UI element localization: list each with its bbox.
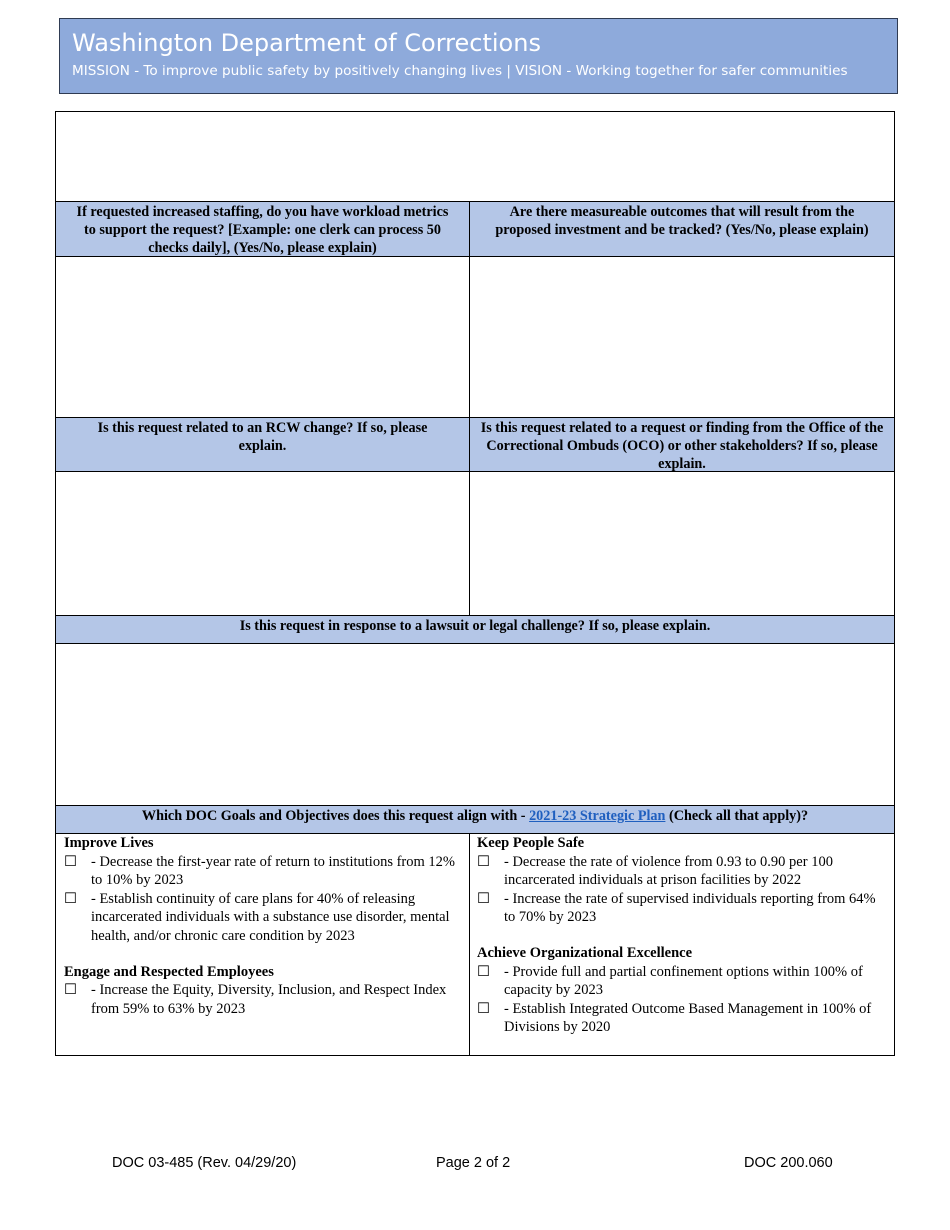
checkbox-improve-lives-2[interactable]: ☐ bbox=[64, 890, 77, 907]
goals-header bbox=[56, 805, 894, 834]
goal-item-text: - Decrease the rate of violence from 0.93 to 0.90 per 100 incarcerated individuals at prison facilities by 2022 bbox=[504, 853, 833, 889]
goals-header-suffix: (Check all that apply)? bbox=[665, 808, 809, 824]
goal-item bbox=[64, 981, 462, 1018]
goal-item bbox=[477, 1000, 885, 1037]
strategic-plan-link[interactable]: 2021-23 Strategic Plan bbox=[529, 808, 666, 824]
footer-page-number: Page 2 of 2 bbox=[436, 1155, 511, 1171]
checkbox-improve-lives-1[interactable]: ☐ bbox=[64, 853, 77, 870]
goal-heading: Improve Lives bbox=[64, 835, 154, 851]
checkbox-keep-safe-2[interactable]: ☐ bbox=[477, 890, 490, 907]
rcw-answer-field[interactable] bbox=[56, 472, 469, 615]
lawsuit-question-header: Is this request in response to a lawsuit or legal challenge? If so, please explain. bbox=[56, 615, 894, 644]
goal-item bbox=[64, 890, 462, 946]
oco-answer-field[interactable] bbox=[470, 472, 894, 615]
goal-item bbox=[477, 963, 885, 1000]
column-divider bbox=[469, 257, 470, 615]
goal-item-text: - Establish Integrated Outcome Based Management in 100% of Divisions by 2020 bbox=[504, 1000, 872, 1036]
workload-answer-field[interactable] bbox=[56, 257, 469, 417]
rcw-question-header: Is this request related to an RCW change? If so, please explain. bbox=[56, 417, 469, 472]
page-title: Washington Department of Corrections bbox=[72, 29, 541, 57]
footer-policy-number: DOC 200.060 bbox=[744, 1155, 833, 1171]
goals-right-column bbox=[477, 834, 885, 1037]
goal-item bbox=[64, 853, 462, 890]
header-banner bbox=[59, 18, 898, 94]
goal-heading: Achieve Organizational Excellence bbox=[477, 944, 693, 961]
checkbox-org-excellence-2[interactable]: ☐ bbox=[477, 1000, 490, 1017]
outcomes-question-header: Are there measureable outcomes that will result from the proposed investment and be tracked? (Yes/No, please explain) bbox=[469, 201, 894, 257]
goals-column-divider bbox=[469, 834, 470, 1055]
outcomes-answer-field[interactable] bbox=[470, 257, 894, 417]
checkbox-engage-employees-1[interactable]: ☐ bbox=[64, 982, 77, 999]
workload-question-header: If requested increased staffing, do you have workload metrics to support the request? [Example: one clerk can process 50 checks daily], (Yes/No, please explain) bbox=[56, 201, 469, 257]
request-form bbox=[55, 111, 895, 1056]
checkbox-org-excellence-1[interactable]: ☐ bbox=[477, 963, 490, 980]
goals-left-column bbox=[64, 834, 462, 1018]
checkbox-keep-safe-1[interactable]: ☐ bbox=[477, 853, 490, 870]
goal-heading: Engage and Respected Employees bbox=[64, 963, 274, 980]
mission-vision-subtitle: MISSION - To improve public safety by positively changing lives | VISION - Working together for safer communities bbox=[72, 63, 848, 79]
goals-header-prefix: Which DOC Goals and Objectives does this request align with - bbox=[141, 808, 530, 824]
goal-item-text: - Decrease the first-year rate of return to institutions from 12% to 10% by 2023 bbox=[91, 853, 455, 889]
footer-form-number: DOC 03-485 (Rev. 04/29/20) bbox=[112, 1155, 297, 1171]
goal-heading: Keep People Safe bbox=[477, 835, 585, 851]
goal-item-text: - Establish continuity of care plans for 40% of releasing incarcerated individuals with a substance use disorder, mental health, and/or chronic care condition by 2023 bbox=[91, 890, 450, 944]
lawsuit-answer-field[interactable] bbox=[56, 644, 894, 805]
goal-item-text: - Increase the rate of supervised individuals reporting from 64% to 70% by 2023 bbox=[504, 890, 876, 926]
goal-item bbox=[477, 853, 885, 890]
oco-question-header: Is this request related to a request or finding from the Office of the Correctional Ombuds (OCO) or other stakeholders? If so, please explain. bbox=[469, 417, 894, 472]
goal-item bbox=[477, 890, 885, 927]
goal-item-text: - Increase the Equity, Diversity, Inclusion, and Respect Index from 59% to 63% by 2023 bbox=[91, 982, 447, 1017]
top-answer-field[interactable] bbox=[56, 112, 894, 201]
goal-item-text: - Provide full and partial confinement options within 100% of capacity by 2023 bbox=[504, 963, 863, 999]
